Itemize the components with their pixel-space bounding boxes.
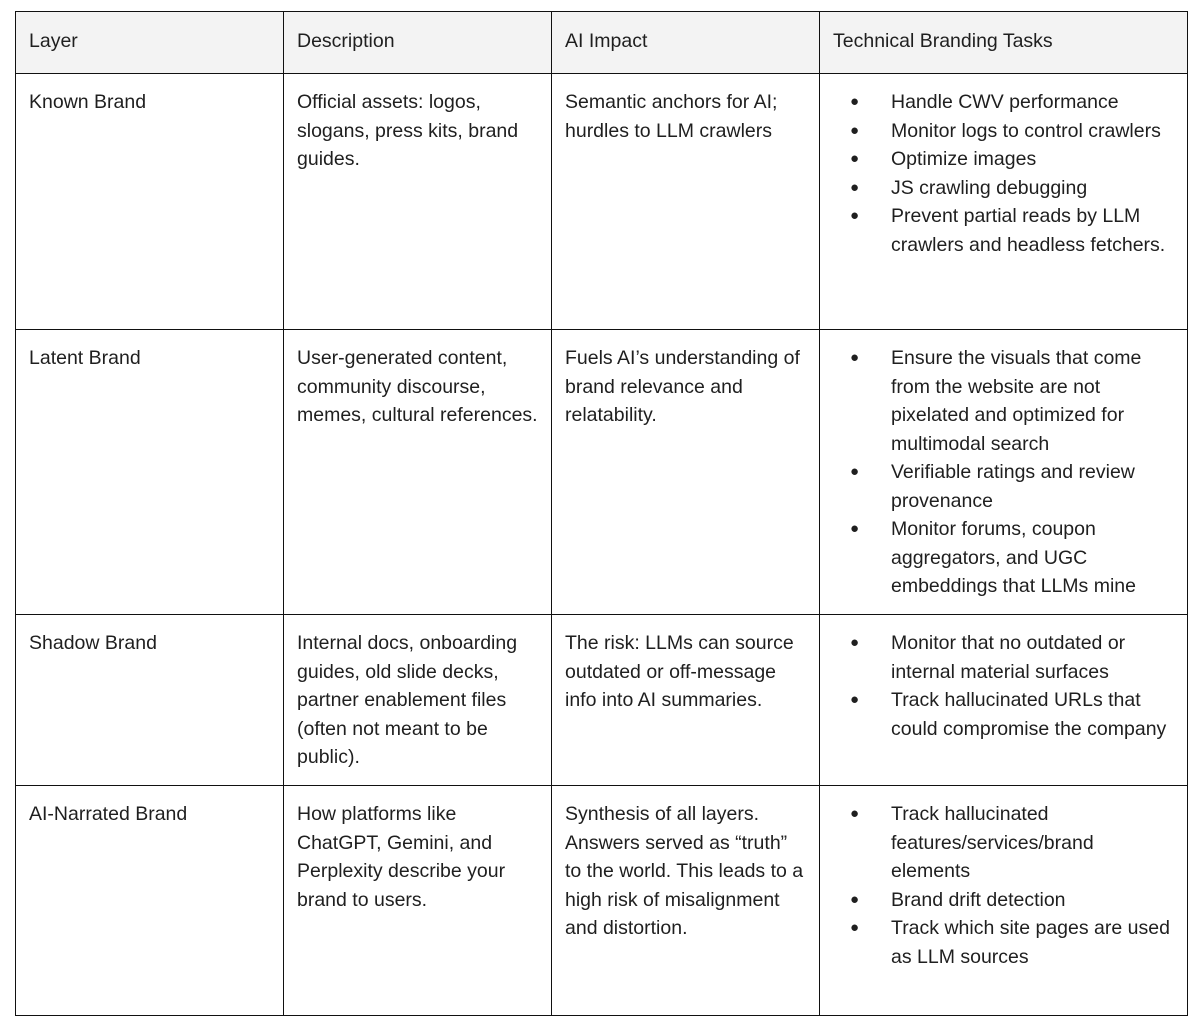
task-text: Prevent partial reads by LLM crawlers and headless fetchers. [891, 205, 1166, 256]
cell-layer: Known Brand [16, 74, 284, 330]
task-list [833, 88, 1175, 259]
cell-tasks [820, 615, 1188, 786]
task-text: Track hallucinated features/services/brand elements [891, 803, 1094, 882]
list-item [833, 800, 1175, 886]
table-row [16, 330, 1188, 615]
cell-ai-impact: Synthesis of all layers. Answers served as “truth” to the world. This leads to a high risk of misalignment and distortion. [552, 786, 820, 1016]
table-row [16, 74, 1188, 330]
task-text: Brand drift detection [891, 888, 1066, 911]
task-list [833, 629, 1175, 743]
cell-ai-impact: The risk: LLMs can source outdated or off-message info into AI summaries. [552, 615, 820, 786]
task-text: Monitor that no outdated or internal material surfaces [891, 632, 1126, 683]
bullet-icon: ● [850, 520, 860, 537]
cell-description: User-generated content, community discourse, memes, cultural references. [284, 330, 552, 615]
cell-description: Official assets: logos, slogans, press kits, brand guides. [284, 74, 552, 330]
bullet-icon: ● [850, 349, 860, 366]
table-header-row [16, 12, 1188, 74]
task-text: Monitor forums, coupon aggregators, and UGC embeddings that LLMs mine [891, 518, 1136, 597]
bullet-icon: ● [850, 207, 860, 224]
header-ai-impact: AI Impact [552, 12, 820, 74]
cell-layer: AI-Narrated Brand [16, 786, 284, 1016]
list-item [833, 686, 1175, 743]
brand-layers-table [15, 11, 1188, 1016]
bullet-icon: ● [850, 805, 860, 822]
task-text: Verifiable ratings and review provenance [891, 461, 1135, 512]
list-item [833, 629, 1175, 686]
list-item [833, 344, 1175, 458]
bullet-icon: ● [850, 93, 860, 110]
table-row [16, 786, 1188, 1016]
task-list [833, 344, 1175, 601]
cell-ai-impact: Fuels AI’s understanding of brand relevance and relatability. [552, 330, 820, 615]
bullet-icon: ● [850, 150, 860, 167]
cell-tasks [820, 786, 1188, 1016]
cell-tasks [820, 330, 1188, 615]
list-item [833, 458, 1175, 515]
task-text: Optimize images [891, 148, 1037, 170]
cell-layer: Shadow Brand [16, 615, 284, 786]
bullet-icon: ● [850, 919, 860, 936]
bullet-icon: ● [850, 634, 860, 651]
bullet-icon: ● [850, 121, 860, 139]
header-description: Description [284, 12, 552, 74]
bullet-icon: ● [850, 463, 860, 480]
task-text: Ensure the visuals that come from the website are not pixelated and optimized for multimodal search [891, 347, 1142, 455]
list-item [833, 145, 1175, 174]
task-text: Track hallucinated URLs that could compromise the company [891, 689, 1167, 740]
bullet-icon: ● [850, 178, 860, 196]
header-layer: Layer [16, 12, 284, 74]
list-item [833, 515, 1175, 601]
header-technical-branding-tasks: Technical Branding Tasks [820, 12, 1188, 74]
list-item [833, 88, 1175, 117]
table-row [16, 615, 1188, 786]
task-text: Handle CWV performance [891, 91, 1119, 113]
cell-description: How platforms like ChatGPT, Gemini, and Perplexity describe your brand to users. [284, 786, 552, 1016]
cell-tasks [820, 74, 1188, 330]
bullet-icon: ● [850, 890, 860, 908]
list-item [833, 914, 1175, 971]
list-item [833, 174, 1175, 203]
list-item [833, 202, 1175, 259]
bullet-icon: ● [850, 691, 860, 708]
list-item [833, 886, 1175, 915]
cell-layer: Latent Brand [16, 330, 284, 615]
task-text: Track which site pages are used as LLM sources [891, 917, 1170, 968]
task-list [833, 800, 1175, 971]
cell-description: Internal docs, onboarding guides, old slide decks, partner enablement files (often not meant to be public). [284, 615, 552, 786]
task-text: Monitor logs to control crawlers [891, 119, 1161, 142]
list-item [833, 117, 1175, 146]
task-text: JS crawling debugging [891, 176, 1088, 199]
cell-ai-impact: Semantic anchors for AI; hurdles to LLM crawlers [552, 74, 820, 330]
